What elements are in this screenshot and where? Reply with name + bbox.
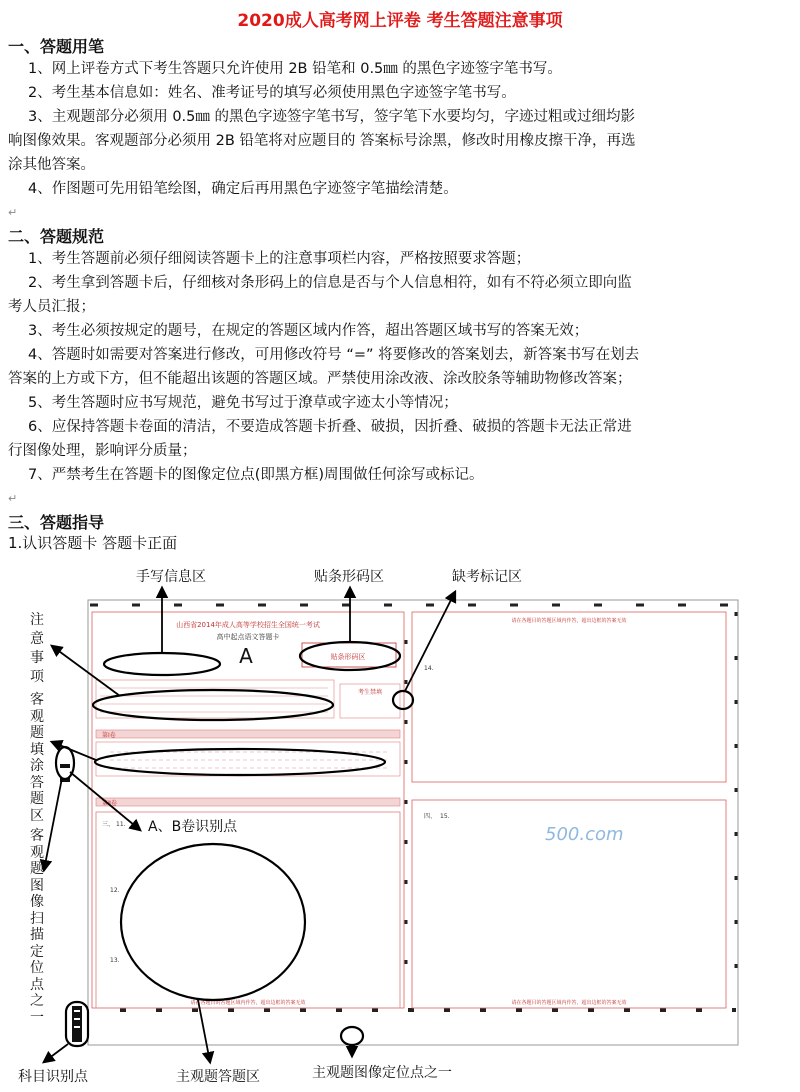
card-version-letter: A: [239, 644, 253, 668]
paragraph: 响图像效果。客观题部分必须用 2B 铅笔将对应题目的 答案标号涂黑，修改时用橡皮擦干净，再选: [8, 133, 636, 149]
vertical-label-char: 项: [30, 669, 44, 685]
paragraph: 3、考生必须按规定的题号，在规定的答题区域内作答，超出答题区域书写的答案无效；: [28, 323, 589, 339]
label-barcode-area: 贴条形码区: [314, 569, 384, 585]
paragraph: 6、应保持答题卡卷面的清洁，不要造成答题卡折叠、破损，因折叠、破损的答题卡无法正常进: [28, 419, 632, 435]
svg-text:三、: 三、: [102, 821, 115, 828]
svg-text:12.: 12.: [110, 887, 120, 894]
paragraph: 4、答题时如需要对答案进行修改，可用修改符号 “=” 将要修改的答案划去，新答案书写在划去: [28, 347, 640, 363]
vertical-label-char: 像: [30, 894, 44, 910]
vertical-label-char: 描: [30, 927, 44, 943]
vertical-label-char: 客: [30, 828, 44, 844]
return-mark: ↵: [8, 206, 18, 219]
page-title: 2020成人高考网上评卷 考生答题注意事项: [237, 11, 563, 31]
vertical-label-char: 客: [30, 692, 44, 708]
vertical-label-char: 答: [30, 774, 44, 791]
svg-text:请在各题目的答题区域内作答，超出边框的答案无效: 请在各题目的答题区域内作答，超出边框的答案无效: [511, 1000, 627, 1006]
svg-text:14.: 14.: [424, 665, 434, 672]
vertical-label-char: 涂: [30, 758, 44, 774]
paragraph: 1、网上评卷方式下考生答题只允许使用 2B 铅笔和 0.5㎜ 的黑色字迹签字笔书写。: [28, 61, 562, 77]
paragraph: 1、考生答题前必须仔细阅读答题卡上的注意事项栏内容，严格按照要求答题；: [28, 251, 531, 267]
vertical-label-char: 扫: [30, 910, 44, 927]
label-handwrite-area: 手写信息区: [136, 569, 206, 585]
svg-text:11.: 11.: [116, 821, 126, 828]
label-ab-mark: A、B卷识别点: [148, 819, 238, 835]
svg-text:第Ⅱ卷: 第Ⅱ卷: [102, 800, 117, 807]
vertical-label-char: 题: [30, 725, 44, 741]
svg-text:第Ⅰ卷: 第Ⅰ卷: [102, 732, 116, 739]
paragraph: 行图像处理，影响评分质量；: [8, 443, 197, 459]
vertical-label-char: 观: [30, 844, 44, 861]
vertical-label-char: 图: [30, 877, 44, 894]
guide-subtitle: 1.认识答题卡 答题卡正面: [8, 534, 178, 552]
section-heading-guide: 三、答题指导: [8, 513, 105, 532]
card-header: 山西省2014年成人高等学校招生全国统一考试: [176, 621, 320, 629]
svg-text:请在各题目的答题区域内作答，超出边框的答案无效: 请在各题目的答题区域内作答，超出边框的答案无效: [511, 618, 627, 624]
label-subjective-scan-mark: 主观题图像定位点之一: [312, 1065, 452, 1081]
paragraph: 2、考生拿到答题卡后，仔细核对条形码上的信息是否与个人信息相符，如有不符必须立即向监: [28, 275, 632, 291]
paragraph: 涂其他答案。: [8, 157, 95, 173]
label-subjective-area: 主观题答题区: [176, 1069, 260, 1085]
label-objective-scan-vertical: [28, 826, 46, 1024]
return-mark: ↵: [8, 492, 18, 505]
vertical-label-char: 意: [30, 631, 44, 647]
vertical-label-char: 事: [30, 650, 44, 666]
paragraph: 5、考生答题时应书写规范，避免书写过于潦草或字迹太小等情况；: [28, 395, 458, 411]
vertical-label-char: 观: [30, 708, 44, 725]
section-heading-pens: 一、答题用笔: [8, 37, 105, 56]
paragraph: 3、主观题部分必须用 0.5㎜ 的黑色字迹签字笔书写，签字笔下水要均匀，字迹过粗或过细均影: [28, 109, 635, 125]
section-heading-rules: 二、答题规范: [8, 227, 105, 246]
vertical-label-char: 一: [30, 1009, 44, 1026]
vertical-label-char: 之: [30, 993, 44, 1009]
vertical-label-char: 区: [30, 807, 44, 824]
paragraph: 考人员汇报；: [8, 299, 95, 315]
barcode-box-label: 贴条形码区: [330, 653, 366, 661]
label-absent-area: 缺考标记区: [452, 569, 522, 585]
label-objective-vertical: [28, 690, 46, 822]
vertical-label-char: 题: [30, 791, 44, 807]
svg-text:15.: 15.: [440, 813, 450, 820]
vertical-label-char: 位: [30, 960, 44, 976]
paragraph: 4、作图题可先用铅笔绘图，确定后再用黑色字迹签字笔描绘清楚。: [28, 181, 458, 197]
label-subject-mark: 科目识别点: [18, 1069, 88, 1085]
svg-text:请在各题目的答题区域内作答，超出边框的答案无效: 请在各题目的答题区域内作答，超出边框的答案无效: [190, 1000, 306, 1006]
label-notice-vertical: [28, 610, 46, 686]
absent-box-label: 考生禁填: [357, 689, 383, 696]
svg-text:四、: 四、: [424, 813, 437, 820]
vertical-label-char: 注: [30, 612, 44, 628]
vertical-label-char: 点: [30, 976, 44, 993]
vertical-label-char: 定: [30, 943, 44, 960]
paragraph: 7、严禁考生在答题卡的图像定位点(即黑方框)周围做任何涂写或标记。: [28, 467, 484, 483]
paragraph: 答案的上方或下方，但不能超出该题的答题区域。严禁使用涂改液、涂改胶条等辅助物修改答案；: [8, 371, 632, 387]
vertical-label-char: 题: [30, 861, 44, 877]
vertical-label-char: 填: [30, 741, 44, 758]
svg-text:13.: 13.: [110, 957, 120, 964]
watermark: 500.com: [545, 824, 624, 845]
card-subtitle: 高中起点语文答题卡: [216, 633, 280, 641]
paragraph: 2、考生基本信息如：姓名、准考证号的填写必须使用黑色字迹签字笔书写。: [28, 85, 516, 101]
